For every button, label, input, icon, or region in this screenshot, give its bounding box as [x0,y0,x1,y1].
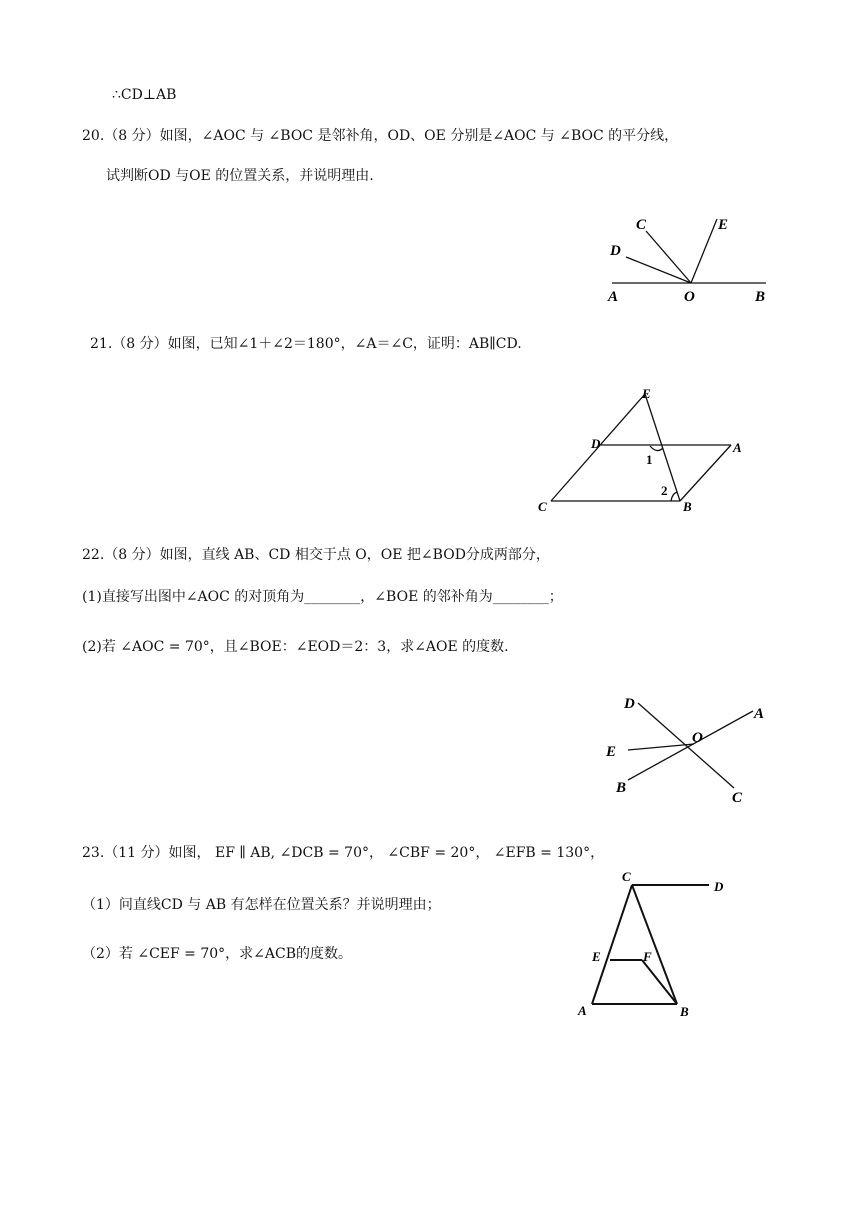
q20-label-a: A [608,289,619,305]
q20-prompt-line1: 20.（8 分）如图，∠AOC 与 ∠BOC 是邻补角，OD、OE 分别是∠AOC 与 ∠BOC 的平分线， [82,128,679,144]
q20-label-o: O [684,289,695,305]
q23-prompt-line1: 23.（11 分）如图， EF ∥ AB, ∠DCB = 70°， ∠CBF = 20°， ∠EFB = 130°， [82,845,605,861]
q22-label-d: D [624,696,635,712]
q23-label-e: E [592,949,601,964]
conclusion-line: ∴CD⊥AB [112,87,177,103]
q21-figure [535,382,755,517]
q21-label-angle2: 2 [661,483,668,498]
q23-question-1: （1）问直线CD 与 AB 有怎样在位置关系？并说明理由； [82,897,441,913]
q23-label-b: B [680,1004,689,1019]
q22-prompt-line1: 22.（8 分）如图，直线 AB、CD 相交于点 O，OE 把∠BOD分成两部分， [82,547,550,563]
q22-label-b: B [616,780,627,796]
q23-figure [572,865,742,1025]
q21-label-a: A [733,440,742,455]
q21-label-d: D [591,436,601,451]
q21-label-b: B [683,499,692,514]
q23-label-d: D [714,879,724,894]
q23-label-f: F [643,949,652,964]
q22-question-1: (1)直接写出图中∠AOC 的对顶角为________，∠BOE 的邻补角为________； [82,589,563,605]
q22-question-2: (2)若 ∠AOC = 70°，且∠BOE：∠EOD＝2：3，求∠AOE 的度数. [82,639,509,655]
q21-label-angle1: 1 [646,452,653,467]
q23-label-c: C [622,869,631,884]
q22-label-c: C [732,790,743,806]
q22-label-o: O [692,730,703,746]
q20-prompt-line2: 试判断OD 与OE 的位置关系，并说明理由. [106,168,374,184]
q22-label-e: E [606,744,617,760]
q20-label-b: B [755,289,766,305]
q21-prompt-line1: 21.（8 分）如图，已知∠1＋∠2＝180°，∠A＝∠C，证明：AB∥CD. [90,336,522,352]
q23-label-a: A [578,1003,587,1018]
q20-label-e: E [718,217,729,233]
q21-label-e: E [642,386,651,401]
q23-question-2: （2）若 ∠CEF = 70°，求∠ACB的度数。 [82,946,353,962]
q21-label-c: C [538,499,547,514]
q22-label-a: A [754,706,765,722]
q20-label-c: C [636,217,647,233]
q20-label-d: D [610,243,621,259]
q20-figure [600,205,780,310]
q22-figure [600,690,780,810]
